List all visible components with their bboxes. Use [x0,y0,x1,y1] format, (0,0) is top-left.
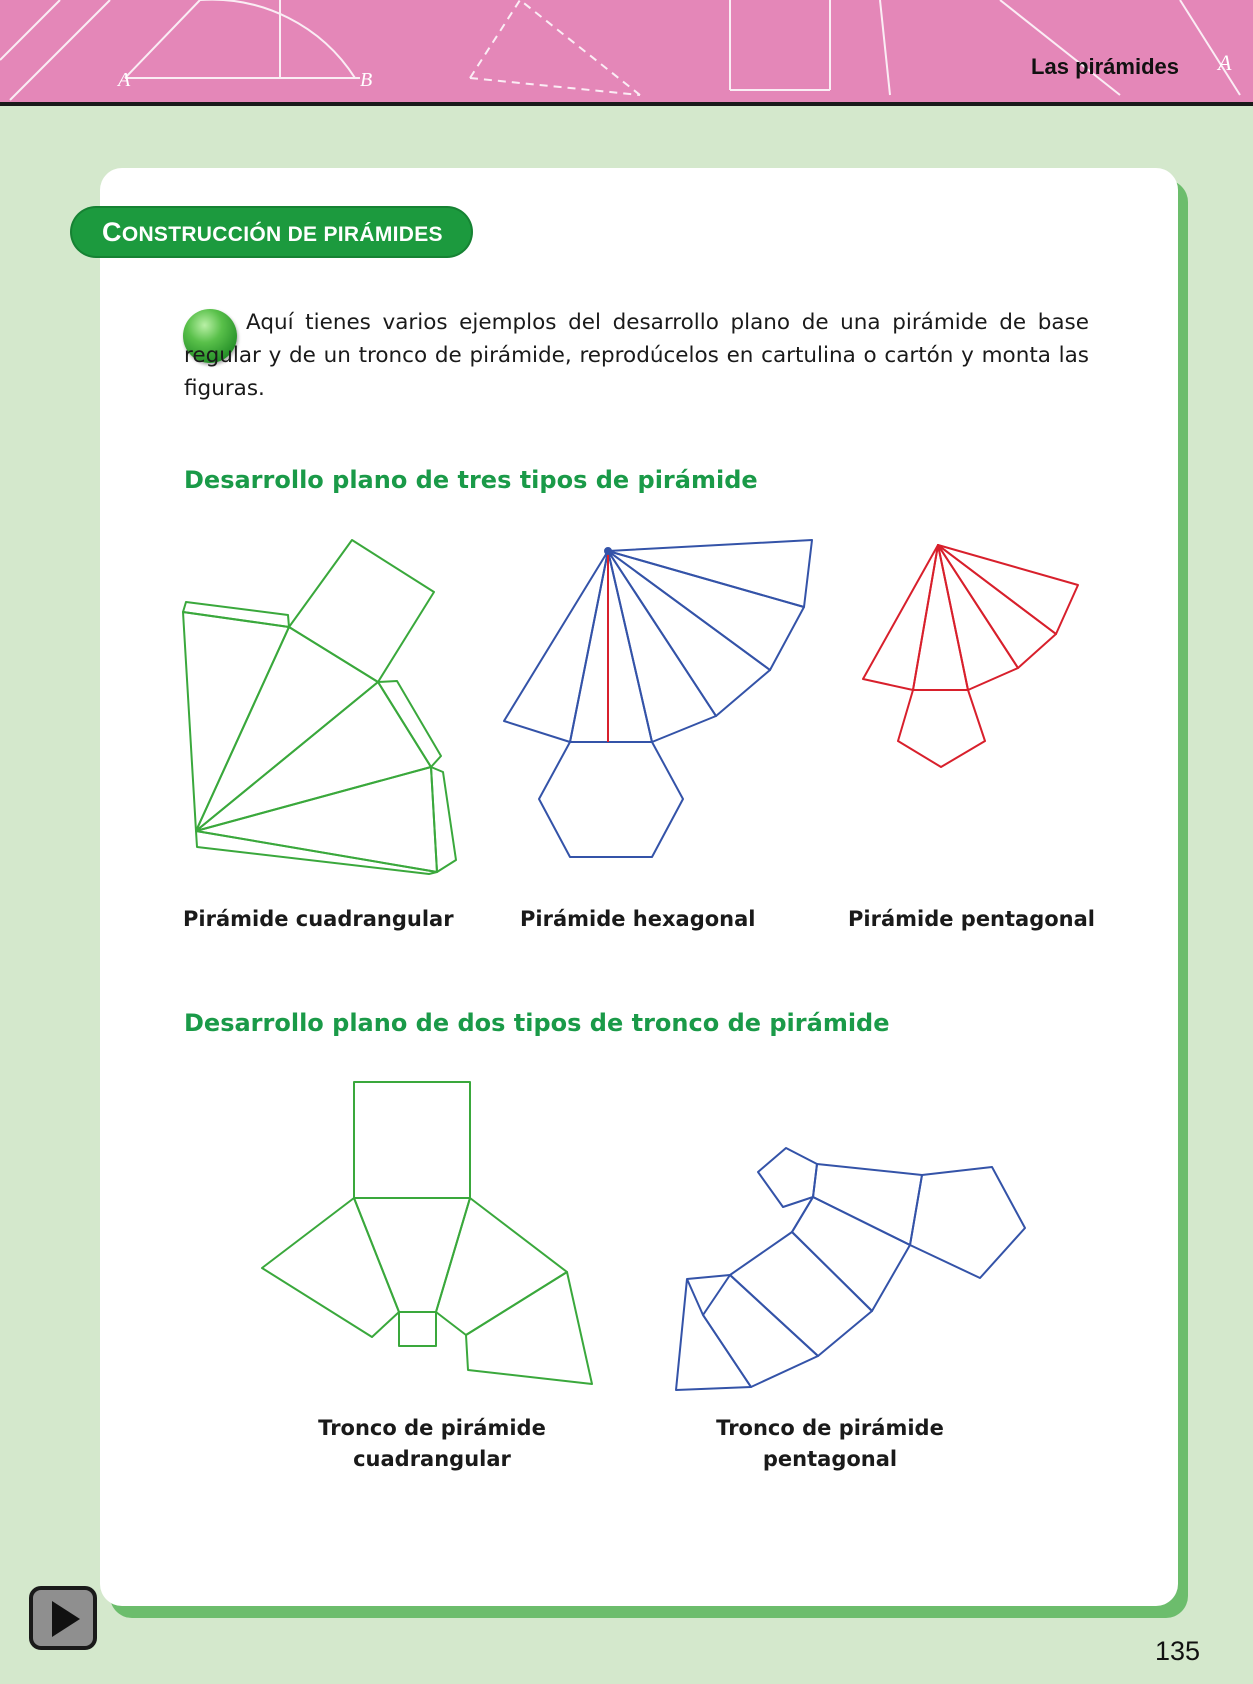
caption-pent-pyramid: Pirámide pentagonal [848,907,1095,931]
svg-text:A: A [118,69,131,91]
subheading-pyramids: Desarrollo plano de tres tipos de pirámide [184,466,758,494]
chapter-title: Las pirámides [1031,54,1179,79]
caption-square-pyramid: Pirámide cuadrangular [183,907,454,931]
page-number: 135 [1155,1636,1201,1666]
caption-pent-frustum-line1: Tronco de pirámide [716,1416,944,1440]
section-title-rest: ONSTRUCCIÓN DE PIRÁMIDES [121,223,443,246]
caption-pent-frustum [680,1413,980,1475]
play-button[interactable] [29,1586,97,1650]
subheading-frustums: Desarrollo plano de dos tipos de tronco de pirámide [184,1009,890,1037]
svg-text:B: B [360,69,373,91]
intro-paragraph: Aquí tienes varios ejemplos del desarrollo plano de una pirámide de base regular y de un tronco de pirámide, reprodúcelos en cartulina o cartón y monta las figuras. [184,310,1089,401]
caption-hex-pyramid: Pirámide hexagonal [520,907,756,931]
svg-text:A: A [1218,50,1232,75]
caption-square-frustum [282,1413,582,1475]
play-icon [52,1601,80,1637]
section-title-initial: C [102,217,122,247]
caption-pent-frustum-line2: pentagonal [762,1447,898,1471]
pentagonal-frustum-net [676,1148,1025,1390]
caption-square-frustum-line2: cuadrangular [353,1447,511,1471]
caption-square-frustum-line1: Tronco de pirámide [318,1416,546,1440]
square-frustum-net [262,1082,592,1384]
